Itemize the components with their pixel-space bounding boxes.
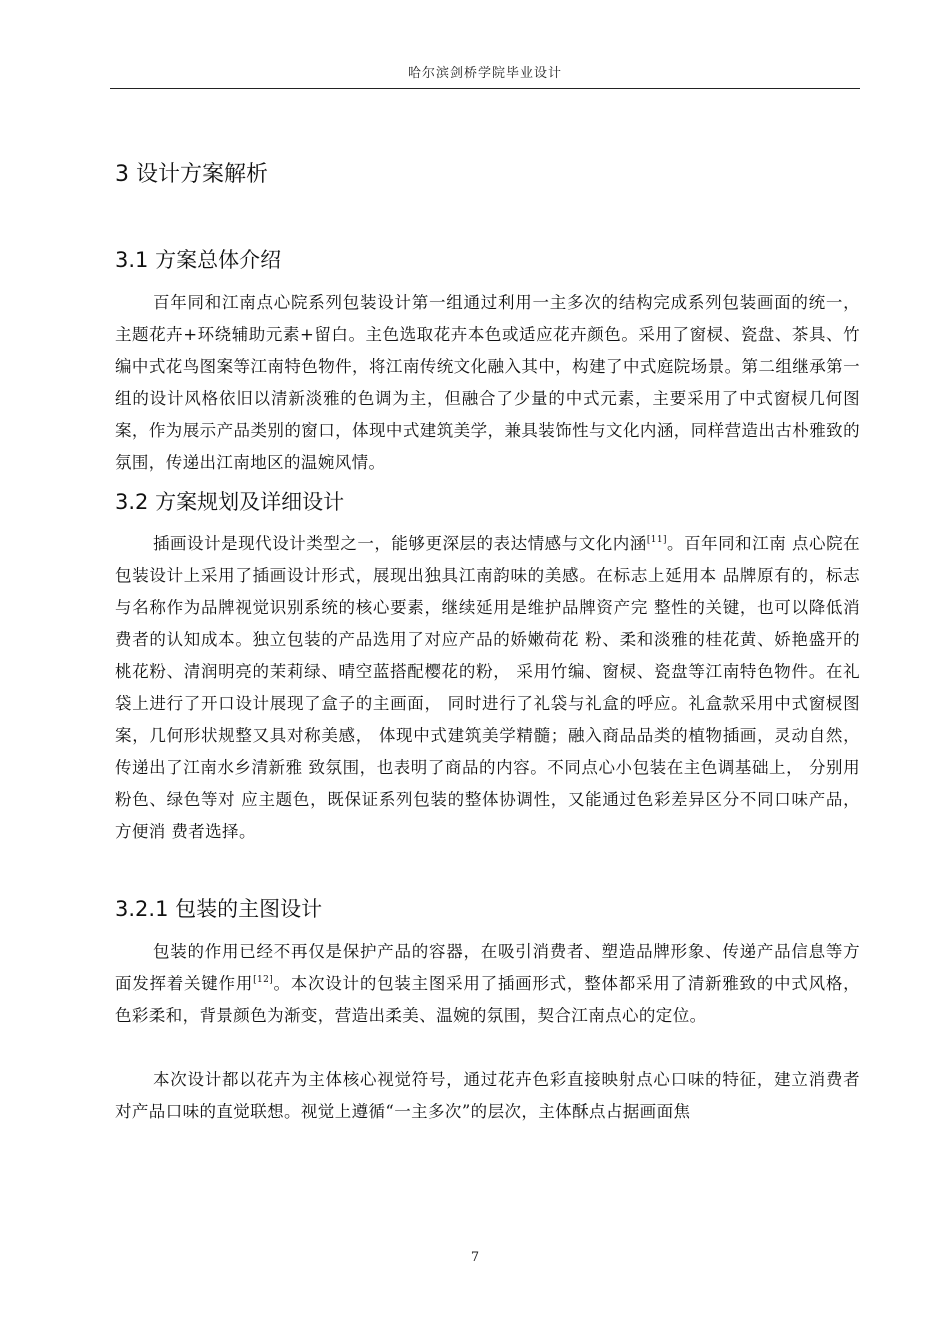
paragraph-3-2-text-b: 。百年同和江南 点心院在包装设计上采用了插画设计形式，展现出独具江南韵味的美感。在标志上延用本 品牌原有的，标志与名称作为品牌视觉识别系统的核心要素，继续延用是维护品牌资产完 整性的关键，也可以降低消费者的认知成本。独立包装的产品选用了对应产品的娇嫩荷花 粉、柔和淡雅的桂花黄、娇艳盛开的桃花粉、清润明亮的茉莉绿、晴空蓝搭配樱花的粉， 采用竹编、窗棂、瓷盘等江南特色物件。在礼袋上进行了开口设计展现了盒子的主画面， 同时进行了礼袋与礼盒的呼应。礼盒款采用中式窗棂图案，几何形状规整又具对称美感， 体现中式建筑美学精髓；融入商品品类的植物插画，灵动自然，传递出了江南水乡清新雅 致氛围，也表明了商品的内容。不同点心小包装在主色调基础上， 分别用粉色、绿色等对 应主题色，既保证系列包装的整体协调性，又能通过色彩差异区分不同口味产品，方便消 费者选择。 xyxy=(115,534,860,841)
paragraph-3-2-1-text-b: 。本次设计的包装主图采用了插画形式，整体都采用了清新雅致的中式风格，色彩柔和，背景颜色为渐变，营造出柔美、温婉的氛围，契合江南点心的定位。 xyxy=(115,974,860,1025)
page-number: 7 xyxy=(470,1250,480,1265)
running-header: 哈尔滨剑桥学院毕业设计 xyxy=(110,60,860,89)
section-heading-3: 3 设计方案解析 xyxy=(115,162,268,187)
paragraph-3-1: 百年同和江南点心院系列包装设计第一组通过利用一主多次的结构完成系列包装画面的统一，主题花卉+环绕辅助元素+留白。主色选取花卉本色或适应花卉颜色。采用了窗棂、瓷盘、茶具、竹编中式花鸟图案等江南特色物件，将江南传统文化融入其中，构建了中式庭院场景。第二组继承第一组的设计风格依旧以清新淡雅的色调为主，但融合了少量的中式元素，主要采用了中式窗棂几何图案，作为展示产品类别的窗口，体现中式建筑美学，兼具装饰性与文化内涵，同样营造出古朴雅致的氛围，传递出江南地区的温婉风情。 xyxy=(115,293,860,472)
paragraph-3-2 xyxy=(115,528,860,848)
paragraph-3-2-text-a: 插画设计是现代设计类型之一，能够更深层的表达情感与文化内涵 xyxy=(153,534,647,553)
citation-11: [11] xyxy=(646,535,667,545)
paragraph-3-2-1-b: 本次设计都以花卉为主体核心视觉符号，通过花卉色彩直接映射点心口味的特征，建立消费者对产品口味的直觉联想。视觉上遵循“一主多次”的层次，主体酥点占据画面焦 xyxy=(115,1070,860,1121)
section-heading-3-2: 3.2 方案规划及详细设计 xyxy=(115,490,345,514)
paragraph-3-2-1-a xyxy=(115,936,860,1032)
section-heading-3-1: 3.1 方案总体介绍 xyxy=(115,248,282,272)
section-heading-3-2-1: 3.2.1 包装的主图设计 xyxy=(115,897,323,921)
citation-12: [12] xyxy=(253,975,274,985)
paragraph-3-2-1-text-a: 包装的作用已经不再仅是保护产品的容器，在吸引消费者、塑造品牌形象、传递产品信息等方面发挥着关键作用 xyxy=(115,942,860,993)
